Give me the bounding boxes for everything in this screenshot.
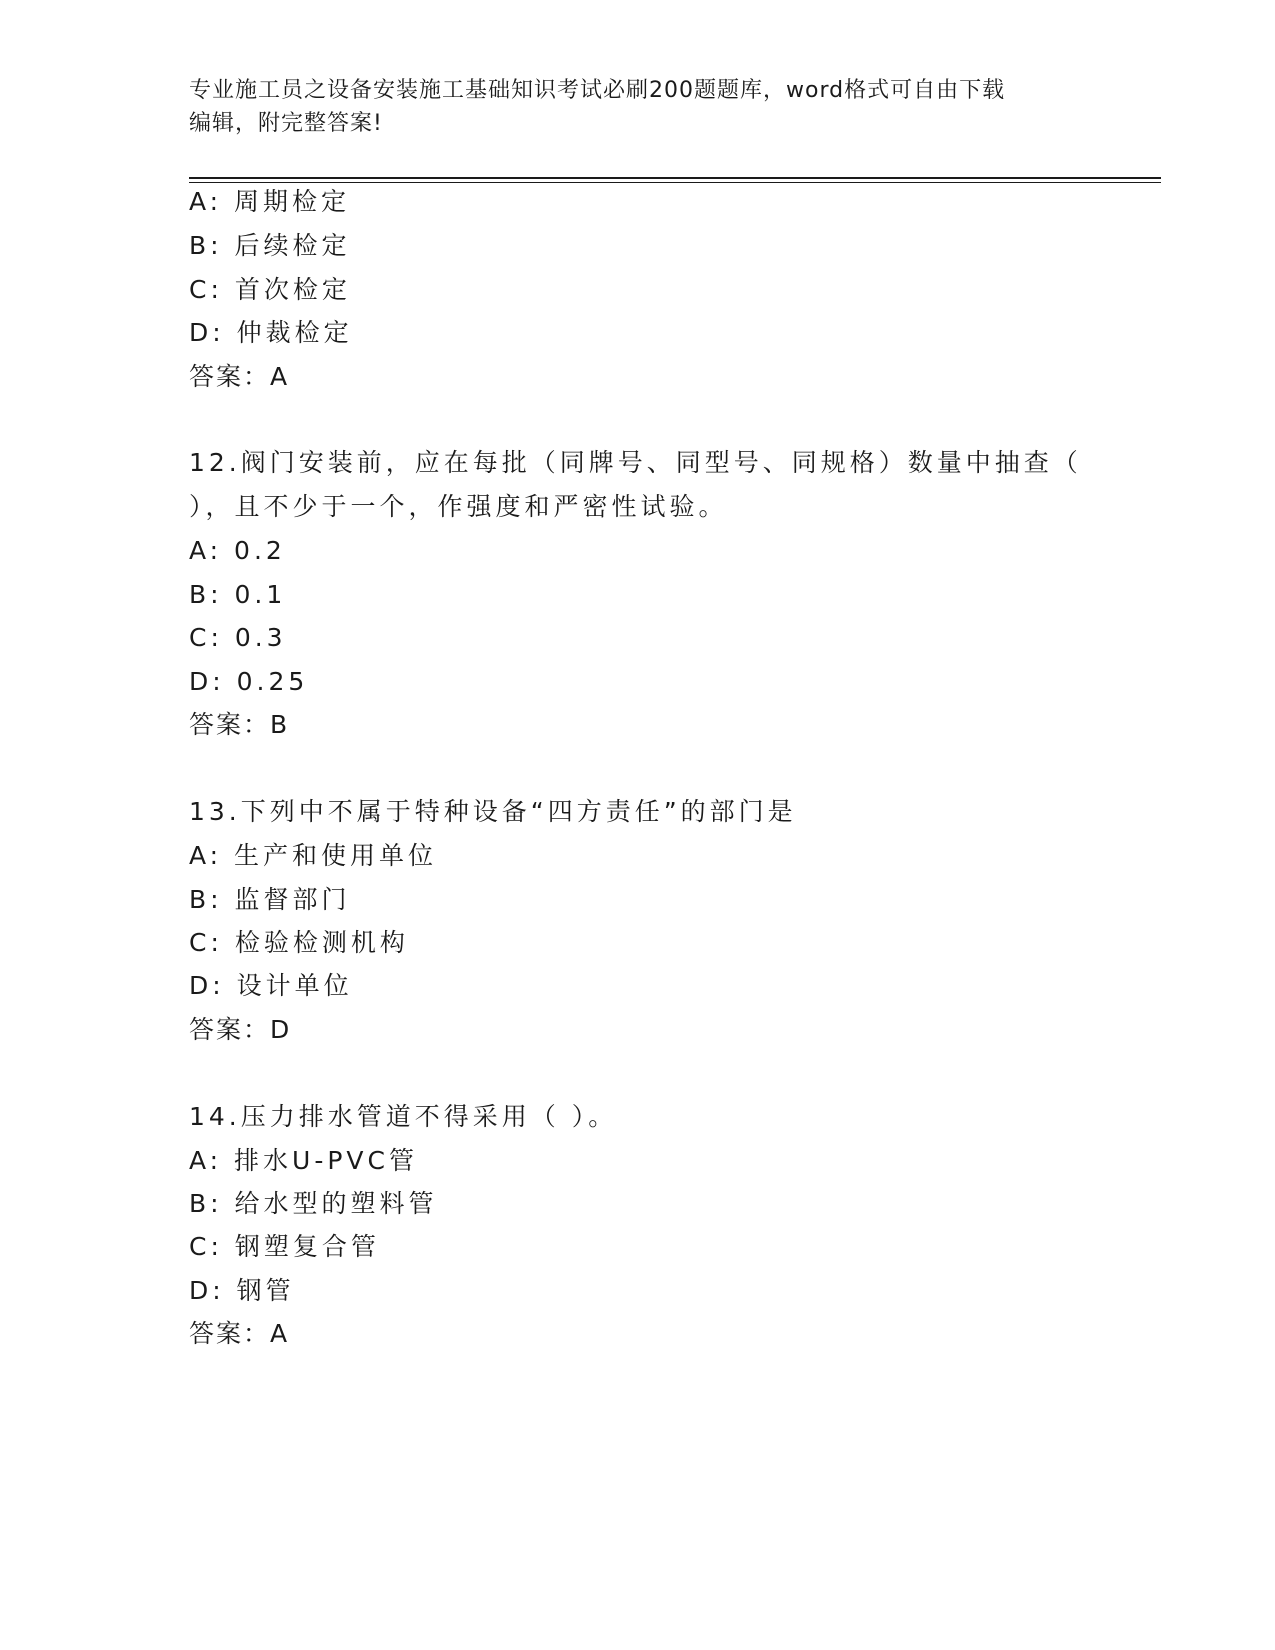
q12-option-a: A: 0.2 <box>189 536 286 565</box>
q11-option-b: B: 后续检定 <box>189 231 351 260</box>
header-title-line-2: 编辑，附完整答案! <box>189 111 383 136</box>
q14-stem: 14.压力排水管道不得采用（ ）。 <box>189 1102 618 1131</box>
document-header <box>189 74 1089 140</box>
q13-option-b: B: 监督部门 <box>189 885 351 914</box>
q12-answer: 答案：B <box>189 710 290 739</box>
q13-option-d: D: 设计单位 <box>189 971 353 1000</box>
q11-answer: 答案：A <box>189 362 290 391</box>
q14-option-a: A: 排水U-PVC管 <box>189 1146 418 1175</box>
q14-option-b: B: 给水型的塑料管 <box>189 1189 438 1218</box>
q12-stem-line-1: 12.阀门安装前，应在每批（同牌号、同型号、同规格）数量中抽查（ <box>189 448 1082 477</box>
q11-option-a: A: 周期检定 <box>189 187 351 216</box>
q13-answer: 答案：D <box>189 1015 292 1044</box>
q12-option-b: B: 0.1 <box>189 580 287 609</box>
q14-option-d: D: 钢管 <box>189 1276 295 1305</box>
header-divider-thick <box>189 177 1161 179</box>
header-divider-thin <box>189 182 1161 183</box>
q14-answer: 答案：A <box>189 1319 290 1348</box>
q14-option-c: C: 钢塑复合管 <box>189 1232 380 1261</box>
q13-option-a: A: 生产和使用单位 <box>189 841 438 870</box>
q13-option-c: C: 检验检测机构 <box>189 928 409 957</box>
q12-stem-line-2: ），且不少于一个，作强度和严密性试验。 <box>189 492 728 521</box>
q12-option-c: C: 0.3 <box>189 623 287 652</box>
q11-option-c: C: 首次检定 <box>189 275 351 304</box>
q13-stem: 13.下列中不属于特种设备“四方责任”的部门是 <box>189 797 797 826</box>
q11-option-d: D: 仲裁检定 <box>189 318 353 347</box>
header-title-line-1: 专业施工员之设备安装施工基础知识考试必刷200题题库，word格式可自由下载 <box>189 78 1006 103</box>
q12-option-d: D: 0.25 <box>189 667 309 696</box>
